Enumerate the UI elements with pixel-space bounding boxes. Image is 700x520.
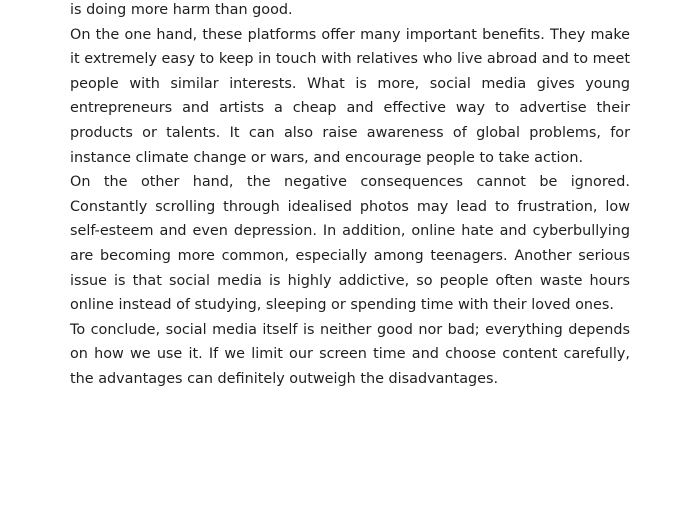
paragraph-conclusion: To conclude, social media itself is neither good nor bad; everything depends on how we use it. If we limit our screen time and choose content carefully, the advantages can definitely outweigh the disadvantages. (70, 321, 630, 387)
document-body (70, 0, 630, 392)
paragraph-drawbacks: On the other hand, the negative consequences cannot be ignored. Constantly scrolling through idealised photos may lead to frustration, low self-esteem and even depression. In addition, online hate and cyberbullying are becoming more common, especially among teenagers. Another serious issue is that social media is highly addictive, so people often waste hours online instead of studying, sleeping or spending time with their loved ones. (70, 174, 630, 314)
paragraph-intro-ending: is doing more harm than good. (70, 2, 293, 18)
paragraph-benefits: On the one hand, these platforms offer many important benefits. They make it extremely easy to keep in touch with relatives who live abroad and to meet people with similar interests. What is more, social media gives young entrepreneurs and artists a cheap and effective way to advertise their products or talents. It can also raise awareness of global problems, for instance climate change or wars, and encourage people to take action. (70, 26, 630, 166)
